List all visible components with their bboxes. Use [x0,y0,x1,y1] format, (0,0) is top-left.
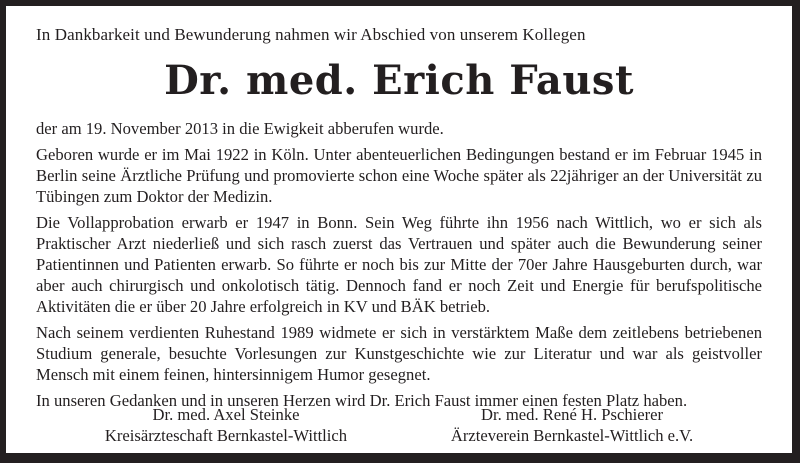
signatures [36,404,762,446]
signatory-organization: Ärzteverein Bernkastel-Wittlich e.V. [450,426,694,445]
obituary-notice [6,6,792,453]
paragraph-birth-education: Geboren wurde er im Mai 1922 in Köln. Unter abenteuerlichen Bedingungen bestand er im Februar 1945 in Berlin seine Ärztliche Prüfung und promovierte schon eine Woche später als 22jähriger an der Universität zu Tübingen zum Doktor der Medizin. [36,145,762,206]
signatory-name: Dr. med. René H. Pschierer [480,405,664,424]
intro-line: In Dankbarkeit und Bewunderung nahmen wir Abschied von unserem Kollegen [36,25,586,44]
signature-right [412,404,732,446]
paragraph-death-date: der am 19. November 2013 in die Ewigkeit abberufen wurde. [36,119,444,138]
signatory-organization: Kreisärzteschaft Bernkastel-Wittlich [104,426,348,445]
deceased-name-heading: Dr. med. Erich Faust [164,57,634,104]
signature-left [66,404,386,446]
paragraph-career: Die Vollapprobation erwarb er 1947 in Bonn. Sein Weg führte ihn 1956 nach Wittlich, wo er sich als Praktischer Arzt niederließ und sich rasch zuerst das Vertrauen und später auch die Bewunderung seiner Patientinnen und Patienten erwarb. So führte er noch bis zur Mitte der 70er Jahre Hausgeburten durch, war aber auch chirurgisch und onkolotisch tätig. Dennoch fand er noch Zeit und Energie für berufspolitische Aktivitäten die er über 20 Jahre erfolgreich in KV und BÄK betrieb. [36,213,762,316]
paragraph-retirement: Nach seinem verdienten Ruhestand 1989 widmete er sich in verstärktem Maße dem zeitlebens betriebenen Studium generale, besuchte Vorlesungen zur Kunstgeschichte wie zur Literatur und war als geistvoller Mensch mit einem feinen, hintersinnigem Humor gesegnet. [36,323,762,384]
signatory-name: Dr. med. Axel Steinke [152,405,300,424]
paragraph-remembrance: In unseren Gedanken und in unseren Herzen wird Dr. Erich Faust immer einen festen Platz haben. [36,391,688,410]
obituary-body [36,118,762,416]
